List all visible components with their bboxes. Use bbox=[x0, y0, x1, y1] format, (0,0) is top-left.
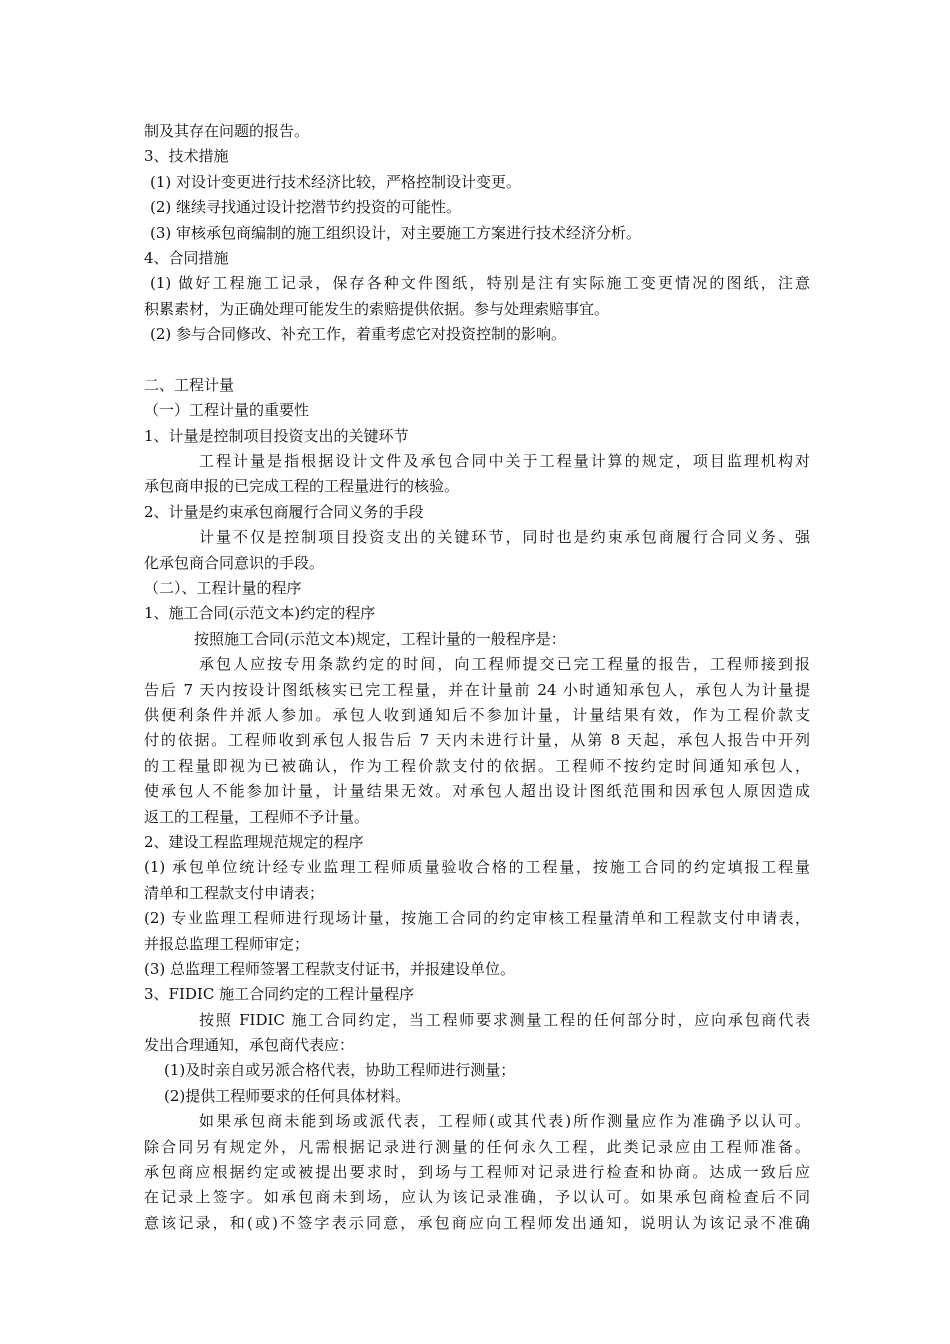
paragraph-line: 工程计量是指根据设计文件及承包合同中关于工程量计算的规定，项目监理机构对 bbox=[199, 452, 810, 471]
list-item: (1) 对设计变更进行技术经济比较，严格控制设计变更。 bbox=[150, 172, 522, 191]
list-item: (1)及时亲自或另派合格代表，协助工程师进行测量； bbox=[164, 1061, 516, 1080]
paragraph-line: 在记录上签字。如承包商未到场，应认为该记录准确，予以认可。如果承包商检查后不同 bbox=[144, 1188, 810, 1207]
list-item: 并报总监理工程师审定； bbox=[144, 934, 310, 953]
paragraph-line: 计量不仅是控制项目投资支出的关键环节，同时也是约束承包商履行合同义务、强 bbox=[199, 528, 810, 547]
list-item: (3) 总监理工程师签署工程款支付证书，并报建设单位。 bbox=[144, 959, 516, 978]
section-heading: 2、建设工程监理规范规定的程序 bbox=[144, 832, 364, 851]
list-item: (3) 审核承包商编制的施工组织设计，对主要施工方案进行技术经济分析。 bbox=[150, 223, 642, 242]
paragraph-line: 告后 7 天内按设计图纸核实已完工程量，并在计量前 24 小时通知承包人，承包人为计量提 bbox=[144, 680, 810, 699]
subsection-heading: （一）工程计量的重要性 bbox=[144, 401, 310, 420]
paragraph-line: 承包商申报的已完成工程的工程量进行的核验。 bbox=[144, 477, 460, 496]
chapter-heading: 二、工程计量 bbox=[144, 375, 235, 394]
list-item: (2) 继续寻找通过设计挖潜节约投资的可能性。 bbox=[150, 198, 462, 217]
list-item: (1) 做好工程施工记录，保存各种文件图纸，特别是注有实际施工变更情况的图纸，注意 bbox=[150, 274, 810, 293]
section-heading: 1、计量是控制项目投资支出的关键环节 bbox=[144, 426, 409, 445]
section-heading: 4、合同措施 bbox=[144, 248, 229, 267]
paragraph-line: 供便利条件并派人参加。承包人收到通知后不参加计量，计量结果有效，作为工程价款支 bbox=[144, 705, 810, 724]
list-item: 清单和工程款支付申请表； bbox=[144, 883, 325, 902]
list-item: (2)提供工程师要求的任何具体材料。 bbox=[164, 1086, 411, 1105]
paragraph-line: 按照施工合同(示范文本)规定，工程计量的一般程序是： bbox=[194, 629, 566, 648]
paragraph-line: 的工程量即视为已被确认，作为工程价款支付的依据。工程师不按约定时间通知承包人， bbox=[144, 756, 810, 775]
document-body bbox=[144, 119, 810, 1236]
paragraph-line: 使承包人不能参加计量，计量结果无效。对承包人超出设计图纸范围和因承包人原因造成 bbox=[144, 782, 810, 801]
list-item: (2) 专业监理工程师进行现场计量，按施工合同的约定审核工程量清单和工程款支付申请表， bbox=[144, 909, 810, 928]
list-item: (1) 承包单位统计经专业监理工程师质量验收合格的工程量，按施工合同的约定填报工程量 bbox=[144, 858, 810, 877]
paragraph-line: 按照 FIDIC 施工合同约定，当工程师要求测量工程的任何部分时，应向承包商代表 bbox=[199, 1010, 810, 1029]
paragraph-line: 意该记录，和(或)不签字表示同意，承包商应向工程师发出通知，说明认为该记录不准确 bbox=[144, 1213, 810, 1232]
paragraph-line: 发出合理通知，承包商代表应： bbox=[144, 1036, 355, 1055]
section-heading: 1、施工合同(示范文本)约定的程序 bbox=[144, 604, 376, 623]
paragraph-line: 付的依据。工程师收到承包人报告后 7 天内未进行计量，从第 8 天起，承包人报告中开列 bbox=[144, 731, 810, 750]
text-line: 积累素材，为正确处理可能发生的索赔提供依据。参与处理索赔事宜。 bbox=[144, 299, 610, 318]
paragraph-line: 承包商应根据约定或被提出要求时，到场与工程师对记录进行检查和协商。达成一致后应 bbox=[144, 1163, 810, 1182]
paragraph-line: 返工的工程量，工程师不予计量。 bbox=[144, 807, 370, 826]
section-heading: 2、计量是约束承包商履行合同义务的手段 bbox=[144, 502, 424, 521]
paragraph-line: 除合同另有规定外，凡需根据记录进行测量的任何永久工程，此类记录应由工程师准备。 bbox=[144, 1137, 810, 1156]
section-heading: 3、技术措施 bbox=[144, 147, 229, 166]
blank-line bbox=[144, 348, 810, 373]
paragraph-line: 如果承包商未能到场或派代表，工程师(或其代表)所作测量应作为准确予以认可。 bbox=[199, 1112, 810, 1131]
text-line: 制及其存在问题的报告。 bbox=[144, 122, 310, 140]
subsection-heading: （二）、工程计量的程序 bbox=[144, 579, 302, 598]
section-heading: 3、FIDIC 施工合同约定的工程计量程序 bbox=[144, 985, 415, 1004]
paragraph-line: 化承包商合同意识的手段。 bbox=[144, 553, 325, 572]
paragraph-line: 承包人应按专用条款约定的时间，向工程师提交已完工程量的报告，工程师接到报 bbox=[199, 655, 810, 674]
list-item: (2) 参与合同修改、补充工作，着重考虑它对投资控制的影响。 bbox=[150, 325, 567, 344]
